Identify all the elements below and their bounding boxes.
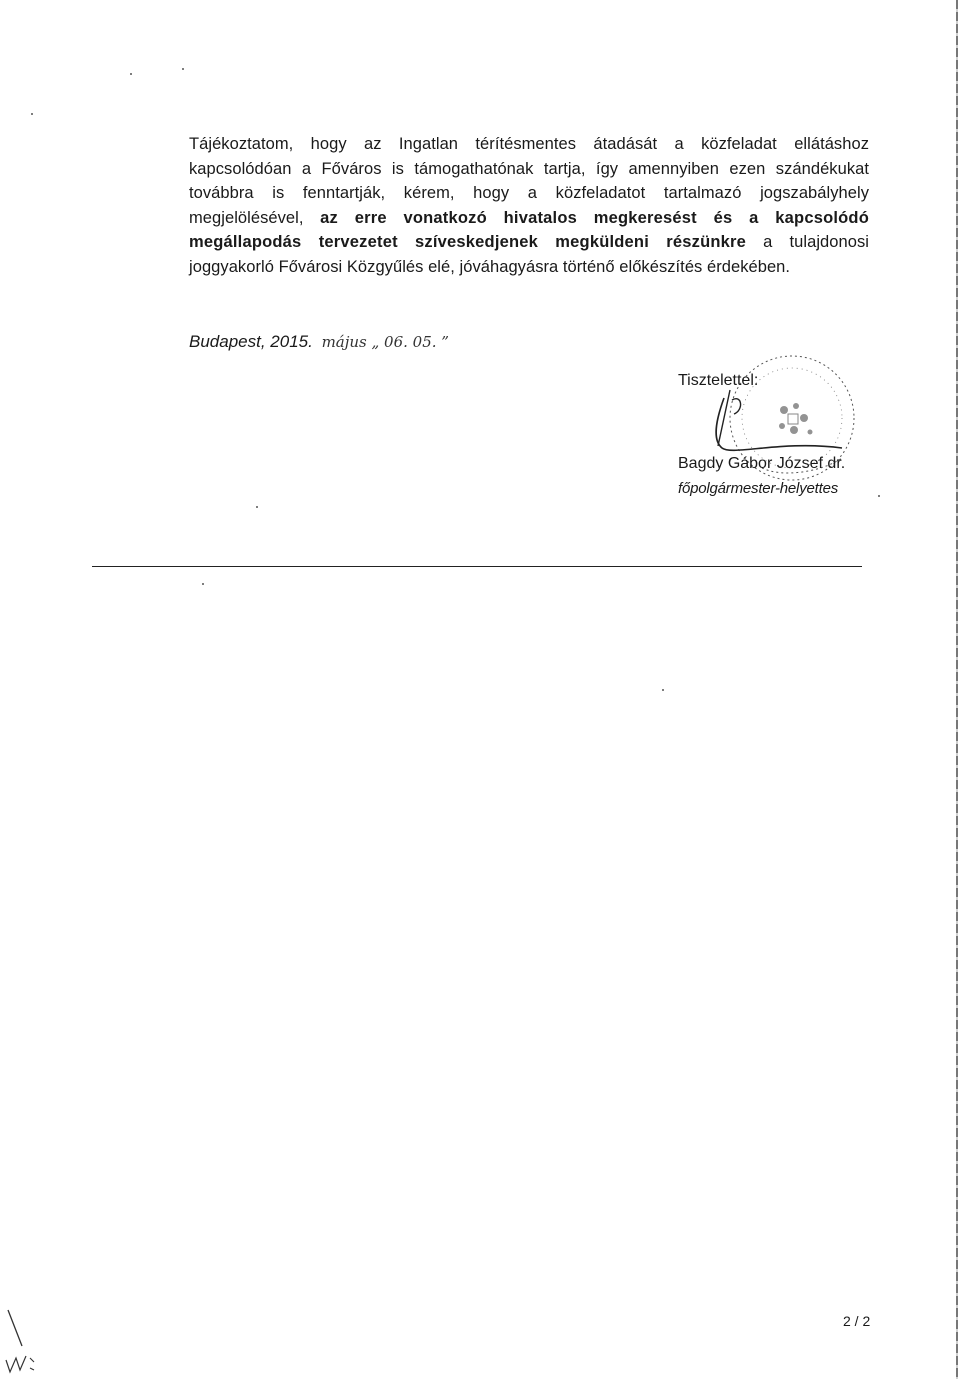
page-number: 2 / 2 [843, 1313, 871, 1329]
scan-speck [202, 583, 204, 585]
scan-speck [662, 689, 664, 691]
scan-speck [256, 506, 258, 508]
closing-greeting: Tisztelettel: [678, 372, 759, 389]
handwritten-margin-mark [0, 1300, 60, 1379]
signer-name: Bagdy Gábor József dr. [678, 455, 846, 472]
scan-speck [182, 68, 184, 70]
paragraph-bold-text: az erre vonatkozó hivatalos megkeresést és a kapcsolódó megállapodás tervezetet szíveskedjenek megküldeni részünkre [189, 208, 869, 251]
scan-speck [130, 73, 132, 75]
scan-edge [956, 0, 958, 1379]
body-paragraph [189, 132, 869, 279]
separator-line [92, 566, 862, 567]
paragraph-text: Tájékoztatom, hogy az Ingatlan térítésmentes átadását a közfeladat ellátáshoz kapcsolódóan a Főváros is támogathatónak tartja, így amennyiben ezen szándékukat továbbra is fenntartják, kérem, hogy a közfeladatot tartalmazó jogszabályhely megjelölésével, [189, 135, 869, 227]
date-handwritten: május „ 06. 05. ” [321, 333, 449, 351]
date-printed: Budapest, 2015. [189, 332, 313, 351]
date-line [189, 332, 449, 352]
paragraph-text-end: a tulajdonosi joggyakorló Fővárosi Közgyűlés elé, jóváhagyásra történő előkészítés érdekében. [189, 233, 869, 276]
signer-role: főpolgármester-helyettes [678, 480, 839, 497]
scan-speck [31, 113, 33, 115]
scan-speck [878, 495, 880, 497]
